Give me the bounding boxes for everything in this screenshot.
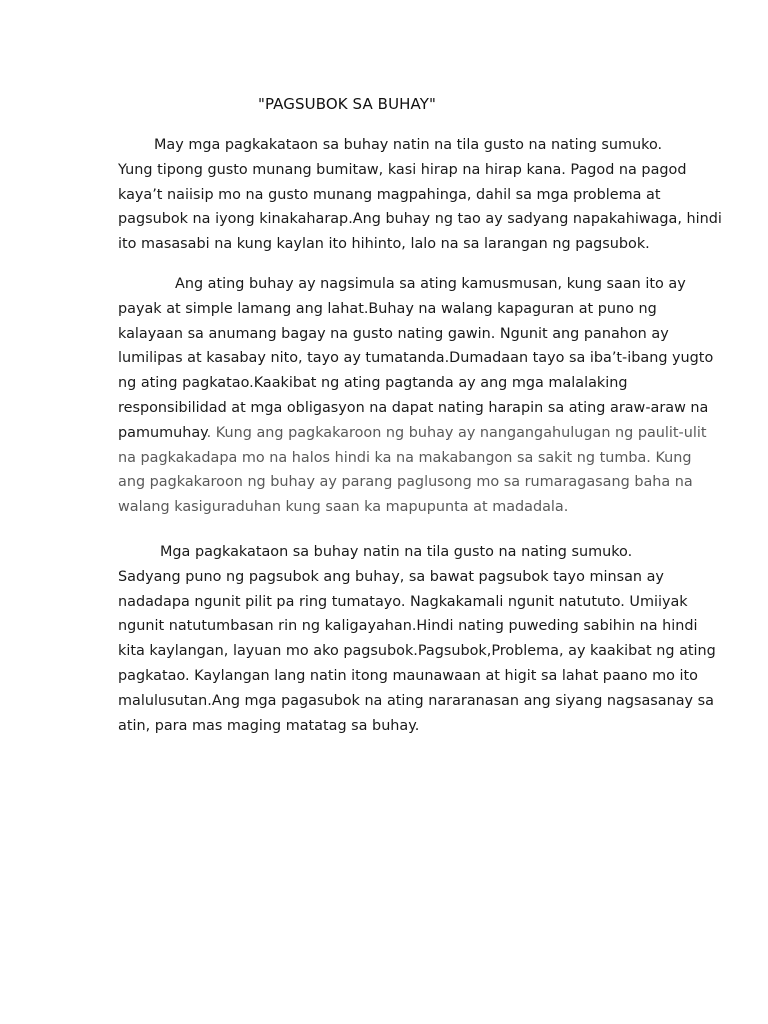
paragraph-line: ang pagkakaroon ng buhay ay parang paglusong mo sa rumaragasang baha na — [118, 474, 693, 491]
paragraph-line: ng ating pagkatao.Kaakibat ng ating pagtanda ay ang mga malalaking — [118, 375, 628, 392]
paragraph-2 — [118, 272, 714, 520]
paragraph-line: Yung tipong gusto munang bumitaw, kasi hirap na hirap kana. Pagod na pagod — [118, 161, 687, 178]
paragraph-line: nadadapa ngunit pilit pa ring tumatayo. Nagkakamali ngunit natututo. Umiiyak — [118, 593, 688, 610]
paragraph-line: malulusutan.Ang mga pagasubok na ating nararanasan ang siyang nagsasanay sa — [118, 692, 714, 709]
paragraph-line: Mga pagkakataon sa buhay natin na tila gusto na nating sumuko. — [160, 544, 633, 560]
paragraph-line: pagkatao. Kaylangan lang natin itong maunawaan at higit sa lahat paano mo ito — [118, 667, 698, 684]
paragraph-line: pagsubok na iyong kinakaharap.Ang buhay ng tao ay sadyang napakahiwaga, hindi — [118, 211, 722, 228]
paragraph-line: responsibilidad at mga obligasyon na dapat nating harapin sa ating araw-araw na — [118, 399, 709, 416]
paragraph-3 — [118, 540, 716, 738]
paragraph-line: lumilipas at kasabay nito, tayo ay tumatanda.Dumadaan tayo sa iba’t-ibang yugto — [118, 350, 714, 367]
paragraph-text-muted: . Kung ang pagkakaroon ng buhay ay nangangahulugan ng paulit-ulit — [206, 424, 707, 441]
paragraph-line: May mga pagkakataon sa buhay natin na tila gusto na nating sumuko. — [154, 137, 663, 153]
paragraph-line: kalayaan sa anumang bagay na gusto nating gawin. Ngunit ang panahon ay — [118, 325, 669, 342]
paragraph-line: kita kaylangan, layuan mo ako pagsubok.Pagsubok,Problema, ay kaakibat ng ating — [118, 643, 716, 660]
paragraph-line: atin, para mas maging matatag sa buhay. — [118, 717, 420, 734]
paragraph-line: payak at simple lamang ang lahat.Buhay na walang kapaguran at puno ng — [118, 300, 657, 317]
paragraph-line: ngunit natutumbasan rin ng kaligayahan.Hindi nating puweding sabihin na hindi — [118, 618, 698, 635]
document-title: "PAGSUBOK SA BUHAY" — [258, 95, 436, 113]
paragraph-line: Sadyang puno ng pagsubok ang buhay, sa bawat pagsubok tayo minsan ay — [118, 568, 664, 585]
paragraph-line-mixed — [118, 421, 707, 446]
paragraph-line: na pagkakadapa mo na halos hindi ka na makabangon sa sakit ng tumba. Kung — [118, 449, 692, 466]
paragraph-text-dark: pamumuhay — [118, 424, 207, 441]
paragraph-line: Ang ating buhay ay nagsimula sa ating kamusmusan, kung saan ito ay — [175, 276, 686, 292]
paragraph-line: kaya’t naiisip mo na gusto munang magpahinga, dahil sa mga problema at — [118, 186, 661, 203]
paragraph-1 — [118, 133, 722, 257]
paragraph-line: walang kasiguraduhan kung saan ka mapupunta at madadala. — [118, 499, 569, 516]
paragraph-line: ito masasabi na kung kaylan ito hihinto, lalo na sa larangan ng pagsubok. — [118, 236, 650, 253]
